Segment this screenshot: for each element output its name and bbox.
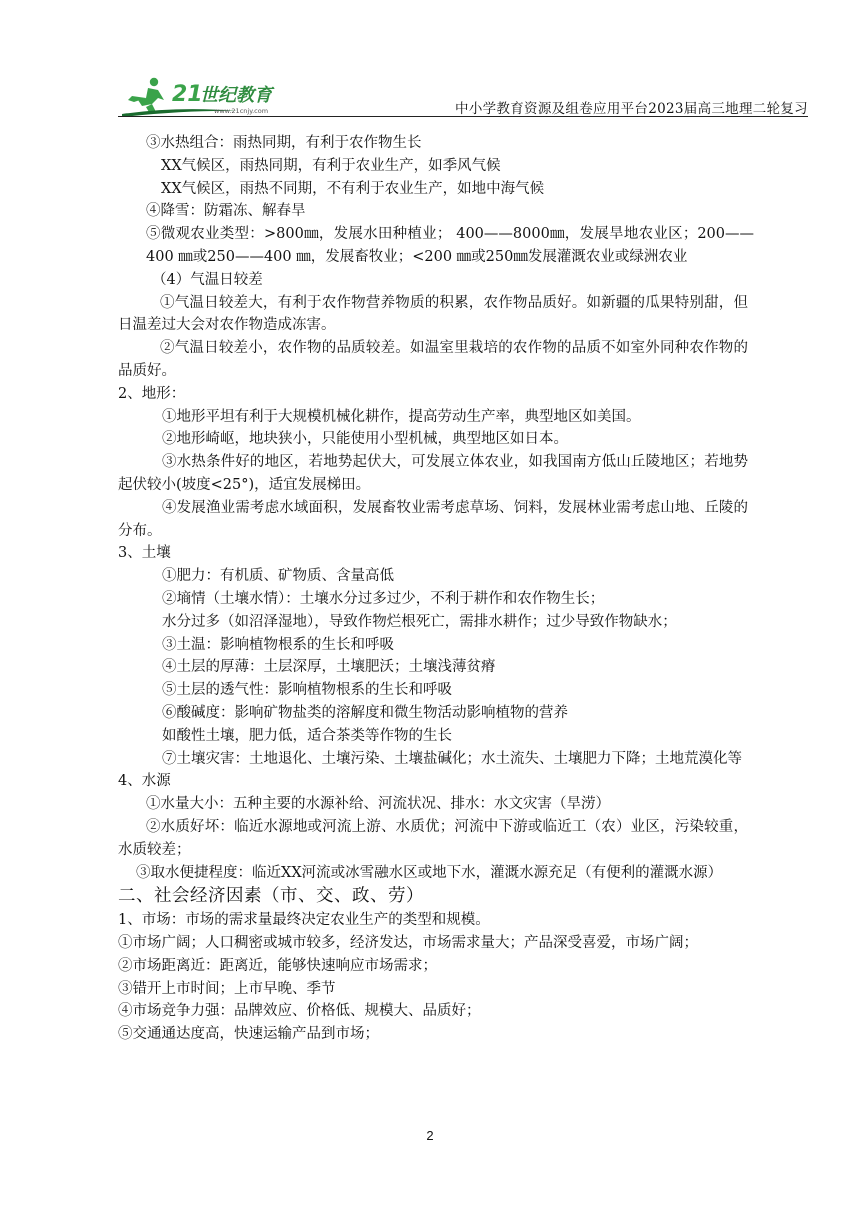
text-line: 如酸性土壤，肥力低，适合茶类等作物的生长 <box>162 727 452 744</box>
text-line: ①市场广阔；人口稠密或城市较多，经济发达，市场需求量大；产品深受喜爱，市场广阔； <box>118 935 698 952</box>
21cnjy-logo <box>118 76 288 120</box>
text-line: ①气温日较差大，有利于农作物营养物质的积累，农作物品质好。如新疆的瓜果特别甜，但日温差过大会对农作物造成冻害。 <box>118 294 748 334</box>
text-line: ③水热条件好的地区，若地势起伏大，可发展立体农业，如我国南方低山丘陵地区；若地势起伏较小(坡度<25°)，适宜发展梯田。 <box>118 454 748 493</box>
text-line: XX气候区，雨热不同期，不有利于农业生产，如地中海气候 <box>161 180 545 197</box>
text-line: 1、市场：市场的需求量最终决定农业生产的类型和规模。 <box>118 912 490 929</box>
text-line: ③错开上市时间；上市早晚、季节 <box>118 980 336 997</box>
text-line: ⑤交通通达度高，快速运输产品到市场； <box>118 1026 379 1043</box>
text-line: ①地形平坦有利于大规模机械化耕作，提高劳动生产率，典型地区如美国。 <box>162 408 641 425</box>
text-line: ③土温：影响植物根系的生长和呼吸 <box>162 636 394 653</box>
text-line: ①水量大小：五种主要的水源补给、河流状况、排水：水文灾害（旱涝） <box>146 796 610 813</box>
text-line: ③取水便捷程度：临近XX河流或冰雪融水区或地下水，灌溉水源充足（有便利的灌溉水源） <box>136 864 723 881</box>
text-line: ③水热组合：雨热同期，有利于农作物生长 <box>146 135 422 151</box>
logo-url: www.21cnjy.com <box>214 107 269 115</box>
text-line: ④降雪：防霜冻、解春旱 <box>146 203 306 220</box>
page-header <box>118 76 808 120</box>
text-line: ⑤微观农业类型：>800㎜，发展水田种植业； 400——8000㎜，发展旱地农业区；200——400 ㎜或250——400 ㎜，发展畜牧业；<200 ㎜或250㎜发展灌溉农业或绿洲农业 <box>146 226 754 265</box>
text-line: ②水质好坏：临近水源地或河流上游、水质优；河流中下游或临近工（农）业区，污染较重，水质较差； <box>118 818 748 858</box>
logo-text: 世纪教育 <box>200 85 272 106</box>
text-line: 3、土壤 <box>118 545 171 562</box>
text-line: 4、水源 <box>118 773 171 790</box>
text-line: ②地形崎岖，地块狭小，只能使用小型机械，典型地区如日本。 <box>162 431 568 448</box>
header-title: 中小学教育资源及组卷应用平台2023届高三地理二轮复习 <box>455 101 808 117</box>
page-number: 2 <box>426 1128 434 1143</box>
text-line: ⑥酸碱度：影响矿物盐类的溶解度和微生物活动影响植物的营养 <box>162 704 568 721</box>
text-line: （4）气温日较差 <box>152 271 263 288</box>
text-line: ④土层的厚薄：土层深厚，土壤肥沃；土壤浅薄贫瘠 <box>162 659 496 676</box>
document-body <box>118 132 754 1046</box>
text-line: ④市场竞争力强：品牌效应、价格低、规模大、品质好； <box>118 1003 481 1020</box>
logo-21: 21 <box>172 82 203 107</box>
text-line: ①肥力：有机质、矿物质、含量高低 <box>162 568 394 585</box>
text-line: ⑦土壤灾害：土地退化、土壤污染、土壤盐碱化；水土流失、土壤肥力下降；土地荒漠化等 <box>162 750 742 767</box>
text-line: ②墒情（土壤水情）：土壤水分过多过少，不利于耕作和农作物生长； <box>162 590 605 607</box>
text-line: 二、社会经济因素（市、交、政、劳） <box>118 886 424 907</box>
text-line: ⑤土层的透气性：影响植物根系的生长和呼吸 <box>162 682 452 699</box>
header-rule <box>118 116 808 117</box>
text-line: 2、地形： <box>118 385 186 402</box>
text-line: ②市场距离近：距离近，能够快速响应市场需求； <box>118 957 437 974</box>
text-line: ④发展渔业需考虑水域面积，发展畜牧业需考虑草场、饲料，发展林业需考虑山地、丘陵的分布。 <box>118 499 748 539</box>
text-line: XX气候区，雨热同期，有利于农业生产，如季风气候 <box>161 157 501 174</box>
text-line: 水分过多（如沼泽湿地），导致作物烂根死亡，需排水耕作；过少导致作物缺水； <box>162 613 677 630</box>
text-line: ②气温日较差小，农作物的品质较差。如温室里栽培的农作物的品质不如室外同种农作物的品质好。 <box>118 340 748 379</box>
